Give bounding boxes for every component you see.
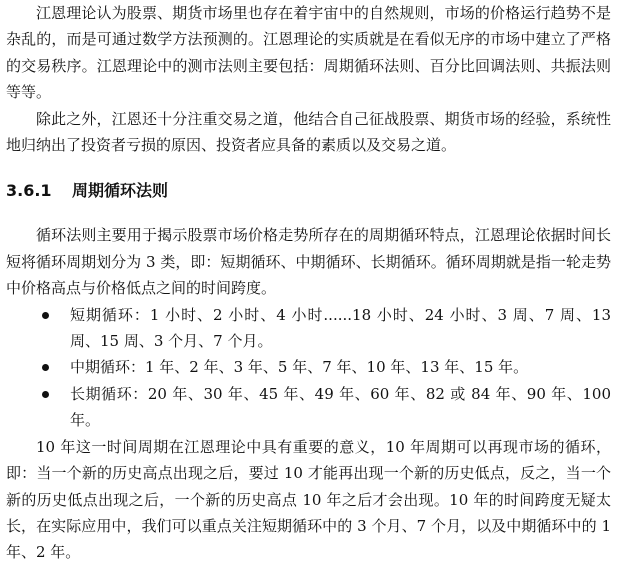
list-item xyxy=(6,302,611,355)
section-title: 周期循环法则 xyxy=(72,181,169,201)
section-number: 3.6.1 xyxy=(6,181,52,201)
ten-year-paragraph: 10 年这一时间周期在江恩理论中具有重要的意义，10 年周期可以再现市场的循环，即：当一个新的历史高点出现之后，要过 10 才能再出现一个新的历史低点，反之，当一个新的历史低点出现之后，一个新的历史高点 10 年之后才会出现。10 年的时间跨度无疑太长，在实际应用中，我们可以重点关注短期循环中的 3 个月、7 个月，以及中期循环中的 1 年、2 年。 xyxy=(6,437,611,562)
list-item xyxy=(6,381,611,434)
intro-paragraph-2: 除此之外，江恩还十分注重交易之道，他结合自己征战股票、期货市场的经验，系统性地归纳出了投资者亏损的原因、投资者应具备的素质以及交易之道。 xyxy=(6,109,611,155)
list-item-text: 中期循环：1 年、2 年、3 年、5 年、7 年、10 年、13 年、15 年。 xyxy=(70,358,529,377)
list-item xyxy=(6,354,611,380)
list-item-text: 短期循环：1 小时、2 小时、4 小时......18 小时、24 小时、3 周、7 周、13 周、15 周、3 个月、7 个月。 xyxy=(70,305,611,351)
bullet-icon xyxy=(42,391,49,398)
cycle-list xyxy=(6,302,611,434)
bullet-icon xyxy=(42,364,49,371)
intro-paragraph-1: 江恩理论认为股票、期货市场里也存在着宇宙中的自然规则，市场的价格运行趋势不是杂乱的，而是可通过数学方法预测的。江恩理论的实质就是在看似无序的市场中建立了严格的交易秩序。江恩理论中的测市法则主要包括：周期循环法则、百分比回调法则、共振法则等等。 xyxy=(6,4,611,102)
list-item-text: 长期循环：20 年、30 年、45 年、49 年、60 年、82 或 84 年、90 年、100 年。 xyxy=(70,384,611,430)
section-heading xyxy=(6,174,611,208)
bullet-icon xyxy=(42,312,49,319)
cycle-paragraph: 循环法则主要用于揭示股票市场价格走势所存在的周期循环特点，江恩理论依据时间长短将循环周期划分为 3 类，即：短期循环、中期循环、长期循环。循环周期就是指一轮走势中价格高点与价格低点之间的时间跨度。 xyxy=(6,226,611,298)
